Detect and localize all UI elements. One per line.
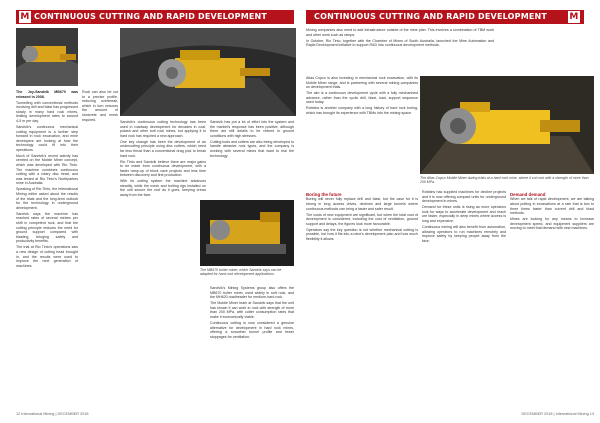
paragraph: The trial at Rio Tinto's operations saw a new design of cutting head brought in, and the results were used to improve the next generation of machines. (16, 245, 78, 268)
subhead-demand: Demand demand (510, 191, 546, 197)
right-page-banner (306, 10, 584, 24)
paragraph: Operators say the key question is not whether mechanical cutting is possible, but how it fits into a mine's development plan and how much flexibility it allows. (306, 227, 418, 241)
paragraph: Robbins is another company with a long history of hard rock boring, which has brought its experience with TBMs into the mining space. (306, 106, 418, 115)
bolter-miner-photo (200, 200, 294, 266)
paragraph: Cutting tools and cutters are also being developed to handle abrasive rock types, and the company is working with several mines that want to trial the technology. (210, 139, 294, 158)
paragraph: Mining companies also need to add infrastructure outside of the mine plan. This involves a combination of TBM work and other work such as ramps. (306, 28, 494, 37)
subhead-boring: Boring the future (306, 191, 342, 197)
left-column-3b (210, 286, 294, 408)
paragraph: Boring will never fully replace drill and blast, but the case for it is strong in long access drives, declines and large tunnels where continuous methods can bring a faster and safer result. (306, 197, 418, 211)
paragraph: Sandvik's continuous mechanical cutting equipment is a further step forward in rock excavation, and mine developers are looking at how the technology could fit into their operations. (16, 124, 78, 152)
machine-photo-top (16, 28, 78, 86)
right-page-footer: DECEMBER 2018 | International Mining 13 (521, 412, 594, 416)
paragraph: Tunnelling with conventional methods involving drill and blast has progressed slowly in many hard rock mines, limiting development rates to around 4-5 m per day. (16, 100, 78, 123)
right-column-4 (510, 190, 594, 408)
left-photo-caption: The MB670 bolter miner, which Sandvik says can be adapted for hard rock development applications. (200, 268, 282, 277)
paragraph: Continuous mining will also benefit from automation, allowing operators to run machines remotely and improve safety by keeping people away from the face. (422, 224, 506, 243)
paragraph: The Mobile Miner team at Sandvik says that the unit has shown it can work in rock with strength of more than 200 MPa, with cutter consumption rates that make it economically viable. (210, 301, 294, 319)
paragraph: Robbins has supplied machines for decline projects and it is now offering compact units for underground development in mines. (422, 190, 506, 204)
paragraph: When we talk of rapid development, we are talking about putting in excavations at a rate that is two to three times faster than current drill and blast methods. (510, 197, 594, 216)
magazine-logo-icon: M (569, 12, 579, 22)
paragraph: Mines are looking for any means to increase development speed, and equipment suppliers are moving to meet that demand with new machines. (510, 217, 594, 231)
left-column-2 (82, 90, 118, 408)
left-page-title: CONTINUOUS CUTTING AND RAPID DEVELOPMENT (34, 12, 268, 21)
paragraph: In October, Rio Tinto, together with the Chamber of Mines of South Australia, launched the Mine Automation and Rapid Development initiative to support R&D into continuous development methods. (306, 38, 494, 48)
paragraph: Sandvik's continuous cutting technology has been used in roadway development for decades in coal, potash and other soft rock mines, but applying it to hard rock has required a new approach. (120, 120, 206, 138)
paragraph: Much of Sandvik's recent activity has centred on the Mobile Miner concept, which was developed with Rio Tinto. The machine combines continuous cutting with a rotary disc head, and was tested at Rio Tinto's Northparkes mine in Australia. (16, 153, 78, 186)
paragraph: The costs of new equipment are significant, but when the total cost of development is considered, including the cost of ventilation, ground support and delays, the figures look more favourable. (306, 212, 418, 226)
right-column-1 (306, 28, 494, 74)
left-page-banner (16, 10, 294, 24)
left-column-2b (120, 120, 206, 408)
right-page-title: CONTINUOUS CUTTING AND RAPID DEVELOPMENT (314, 12, 548, 21)
left-column-1 (16, 90, 78, 408)
left-column-3 (210, 120, 294, 200)
paragraph: Sandvik says the machine has reached rates of several metres per shift in competent rock, and that the cutting principle reduces the need for ground support compared with blasting, bringing safety and productivity benefits. (16, 211, 78, 244)
left-page-footer: 12 International Mining | DECEMBER 2018 (16, 412, 89, 416)
right-photo-caption: The Atlas Copco Mobile Miner during trials at a hard rock mine, where it cut rock with a strength of more than 200 MPa. (420, 176, 589, 185)
paragraph: Demand for these units is rising as more operators look for ways to accelerate development and reach ore faster, especially in deep mines where access is long and expensive. (422, 205, 506, 223)
right-page (300, 0, 600, 423)
paragraph: The aim is a continuous development cycle with a fully mechanised advance, rather than the cyclic drill, blast, load, support sequence used today. (306, 91, 418, 105)
right-column-2 (306, 190, 418, 408)
right-column-3 (422, 190, 506, 408)
paragraph: Rock can also be cut to a precise profile, reducing overbreak, which in turn reduces the amount of shotcrete and mesh required. (82, 90, 118, 122)
paragraph: One key change has been the development of an undercutting principle using disc cutters, which need far less thrust than a conventional drag pick to break hard rock. (120, 139, 206, 158)
paragraph: Continuous cutting is now considered a genuine alternative for development in hard rock mines, offering a smoother tunnel profile and fewer stoppages for ventilation. (210, 320, 294, 339)
paragraph: With its cutting system the machine advances steadily, while the mesh and bolting rigs installed on the unit secure the roof as it goes, keeping crews away from the face. (120, 179, 206, 198)
paragraph: Sandvik has put a lot of effort into the system and the market's response has been positive, although there are still details to be refined in ground conditions with high stresses. (210, 120, 294, 138)
right-column-1b (306, 76, 418, 186)
mobile-miner-photo (420, 76, 594, 174)
paragraph: Atlas Copco is also investing in mechanical rock excavation, with its Mobile Miner range, and is partnering with several mining companies on development trials. (306, 76, 418, 90)
paragraph: Rio Tinto and Sandvik believe there are major gains to be made from continuous development, with a faster ramp-up of block cave projects and less time between discovery and first production. (120, 159, 206, 178)
magazine-logo-icon: M (20, 12, 30, 22)
intro-paragraph: The Joy-Sandvik MB670 was released in 2008. (16, 90, 78, 99)
paragraph: Speaking of Rio Tinto, the International Mining editor asked about the results of the trials and the long-term outlook for the technology in underground development. (16, 187, 78, 210)
paragraph: Sandvik's Mining Systems group also offers the MB670 bolter miner, used widely in soft rock, and the MH620 roadheader for medium-hard rock. (210, 286, 294, 300)
mine-tunnel-photo (120, 28, 296, 116)
